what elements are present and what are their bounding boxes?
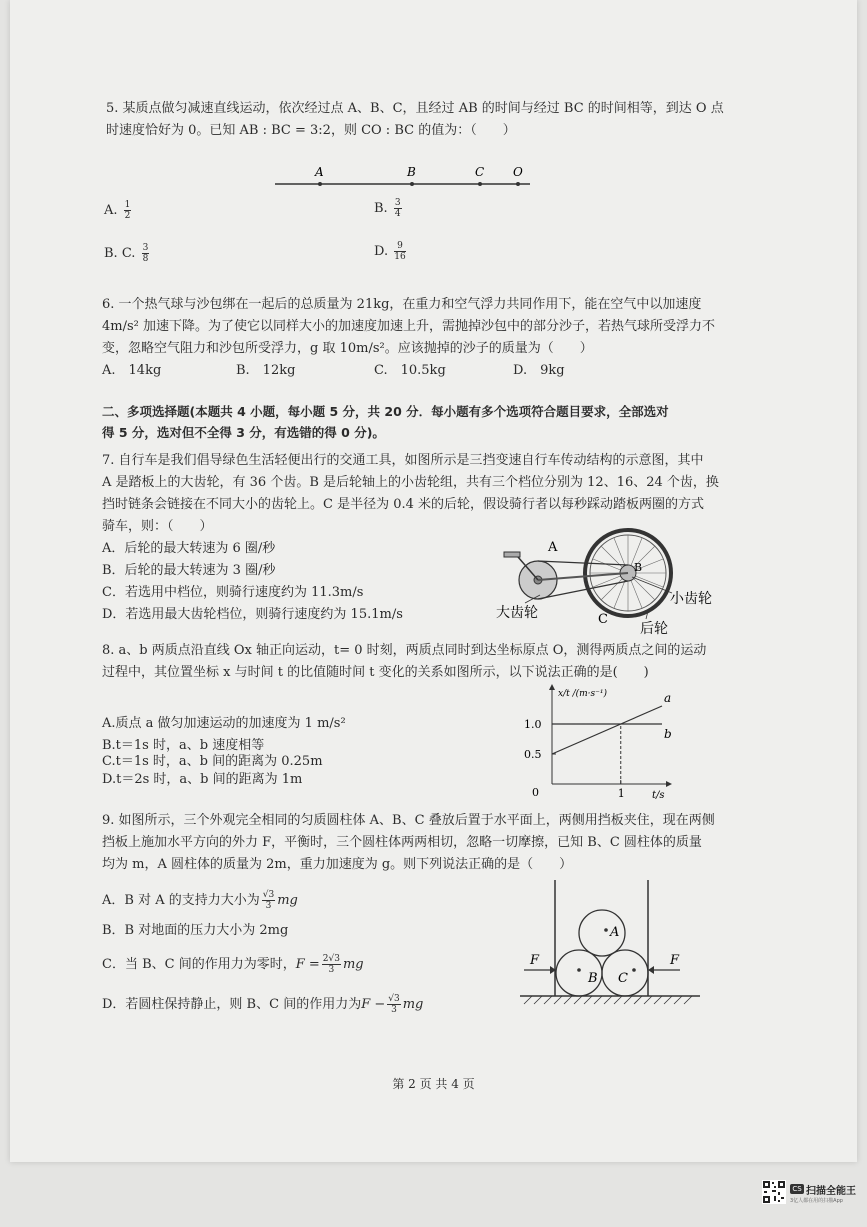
label-a: A	[610, 925, 620, 940]
q6-line1: 6. 一个热气球与沙包绑在一起后的总质量为 21kg，在重力和空气浮力共同作用下，能在空气中以加速度	[102, 297, 702, 312]
exam-page	[10, 0, 857, 1162]
y-axis-title: x/t /(m·s⁻¹)	[558, 689, 608, 699]
option-text: C．当 B、C 间的作用力为零时，	[102, 957, 296, 972]
q8-option-d[interactable]: D.t＝2s 时，a、b 间的距离为 1m	[102, 772, 303, 787]
q9-option-d[interactable]	[102, 994, 423, 1015]
big-gear-label: 大齿轮	[496, 605, 538, 621]
q8-xt-chart	[516, 684, 676, 802]
q6-option-d[interactable]: D. 9kg	[513, 363, 565, 378]
q6-option-a[interactable]: A. 14kg	[102, 363, 162, 378]
q9-option-c[interactable]	[102, 954, 364, 975]
q7-option-d[interactable]: D．若选用最大齿轮档位，则骑行速度约为 15.1m/s	[102, 607, 403, 622]
section2-heading-line1: 二、多项选择题(本题共 4 小题，每小题 5 分，共 20 分．每小题有多个选项符合题目要求，全部选对	[102, 404, 669, 419]
label-a: A	[548, 540, 558, 555]
label-b: B	[634, 561, 643, 574]
q5-option-d[interactable]	[374, 241, 408, 262]
q9-line2: 挡板上施加水平方向的外力 F，平衡时，三个圆柱体两两相切，忽略一切摩擦，已知 B、C 圆柱体的质量	[102, 835, 702, 850]
series-line-a	[552, 706, 662, 754]
fraction: $\frac{9}{16}$	[394, 241, 406, 262]
label-c: C	[618, 971, 628, 986]
fraction: $\frac{2√3}{3}$	[322, 954, 340, 975]
fraction: $\frac{3}{4}$	[394, 198, 401, 219]
fraction: $\frac{√3}{3}$	[262, 890, 275, 911]
fraction: $\frac{3}{8}$	[142, 243, 149, 264]
option-label: D.	[374, 244, 389, 259]
option-label: B. C.	[104, 246, 136, 261]
point-o-label: O	[513, 165, 523, 179]
q9-option-b[interactable]: B．B 对地面的压力大小为 2mg	[102, 923, 289, 938]
point-b-label: B	[407, 165, 416, 179]
x-axis-arrow	[666, 781, 672, 787]
option-label: A.	[104, 203, 118, 218]
scanner-watermark	[762, 1180, 857, 1214]
q5-option-a[interactable]	[104, 200, 133, 221]
fraction: $\frac{√3}{3}$	[388, 994, 400, 1015]
force-arrow-left	[648, 966, 654, 974]
label-b: B	[588, 971, 598, 986]
option-tail: mg	[277, 893, 298, 908]
q7-line4: 骑车，则：（ ）	[102, 519, 213, 534]
q7-line2: A 是踏板上的大齿轮，有 36 个齿。B 是后轮轴上的小齿轮组，共有三个档位分别为 12、16、24 个齿，换	[102, 475, 719, 490]
q7-line3: 挡时链条会链接在不同大小的齿轮上。C 是半径为 0.4 米的后轮，假设骑行者以每秒踩动踏板两圈的方式	[102, 497, 705, 512]
series-label-b: b	[664, 727, 672, 741]
q5-line2: 时速度恰好为 0。已知 AB : BC = 3:2，则 CO : BC 的值为：（ ）	[106, 123, 516, 138]
qr-code-icon	[762, 1180, 786, 1204]
option-mid: F −	[361, 997, 386, 1012]
q7-option-b[interactable]: B．后轮的最大转速为 3 圈/秒	[102, 563, 276, 578]
q5-line-diagram	[270, 162, 540, 192]
y-axis-arrow	[549, 684, 555, 690]
option-text: A．B 对 A 的支持力大小为	[102, 893, 260, 908]
point-a-label: A	[315, 165, 324, 179]
small-gear-label: 小齿轮	[670, 591, 712, 607]
option-tail: mg	[402, 997, 424, 1012]
q9-option-a[interactable]	[102, 890, 298, 911]
option-tail: mg	[342, 957, 364, 972]
q9-line1: 9. 如图所示，三个外观完全相同的匀质圆柱体 A、B、C 叠放后置于水平面上，两侧用挡板夹住，现在两侧	[102, 813, 715, 828]
fraction: $\frac{1}{2}$	[124, 200, 131, 221]
option-mid: F =	[295, 957, 320, 972]
q7-option-a[interactable]: A．后轮的最大转速为 6 圈/秒	[102, 541, 276, 556]
q6-option-c[interactable]: C. 10.5kg	[374, 363, 446, 378]
q6-option-b[interactable]: B. 12kg	[236, 363, 296, 378]
label-c: C	[598, 612, 608, 627]
scanner-tagline: 3亿人都在用的扫描App	[790, 1198, 843, 1204]
bicycle-gear-figure	[480, 525, 730, 640]
point-c-label: C	[475, 165, 485, 179]
camscanner-logo: CS	[790, 1184, 804, 1194]
option-label: B.	[374, 201, 388, 216]
x-tick-label-1: 1	[617, 787, 625, 800]
q7-option-c[interactable]: C．若选用中档位，则骑行速度约为 11.3m/s	[102, 585, 364, 600]
q6-line2: 4m/s² 加速下降。为了使它以同样大小的加速度加速上升，需抛掉沙包中的部分沙子，若热气球所受浮力不	[102, 319, 715, 334]
y-tick-label-0: 0.5	[524, 748, 542, 761]
option-text: D．若圆柱保持静止，则 B、C 间的作用力为	[102, 997, 362, 1012]
q8-option-c[interactable]: C.t＝1s 时，a、b 间的距离为 0.25m	[102, 754, 323, 769]
force-left-label: F	[530, 953, 540, 968]
q5-line1: 5. 某质点做匀减速直线运动，依次经过点 A、B、C，且经过 AB 的时间与经过 BC 的时间相等，到达 O 点	[106, 101, 724, 116]
q8-option-b[interactable]: B.t＝1s 时，a、b 速度相等	[102, 738, 265, 753]
q8-option-a[interactable]: A.质点 a 做匀加速运动的加速度为 1 m/s²	[102, 716, 346, 731]
force-right-label: F	[670, 953, 680, 968]
rear-wheel-label: 后轮	[640, 621, 668, 637]
q8-line1: 8. a、b 两质点沿直线 Ox 轴正向运动，t= 0 时刻，两质点同时到达坐标原点 O，测得两质点之间的运动	[102, 643, 707, 658]
x-axis-title: t/s	[652, 790, 665, 801]
origin-label: 0	[532, 786, 539, 799]
q9-line3: 均为 m，A 圆柱体的质量为 2m，重力加速度为 g。则下列说法正确的是（ ）	[102, 857, 573, 872]
cylinders-figure	[510, 870, 710, 1010]
q6-line3: 变，忽略空气阻力和沙包所受浮力，g 取 10m/s²。应该抛掉的沙子的质量为（ ）	[102, 341, 593, 356]
y-tick-label-1: 1.0	[524, 718, 542, 731]
q5-option-b[interactable]	[374, 198, 404, 219]
q5-option-c[interactable]	[104, 243, 151, 264]
series-label-a: a	[664, 691, 672, 705]
q7-line1: 7. 自行车是我们倡导绿色生活轻便出行的交通工具，如图所示是三挡变速自行车传动结构的示意图，其中	[102, 453, 704, 468]
scanner-app-name: 扫描全能王	[806, 1186, 856, 1197]
section2-heading-line2: 得 5 分，选对但不全得 3 分，有选错的得 0 分)。	[102, 425, 385, 440]
page-number: 第 2 页 共 4 页	[392, 1077, 475, 1091]
q8-line2: 过程中，其位置坐标 x 与时间 t 的比值随时间 t 变化的关系如图所示，以下说法正确的是( )	[102, 665, 649, 680]
